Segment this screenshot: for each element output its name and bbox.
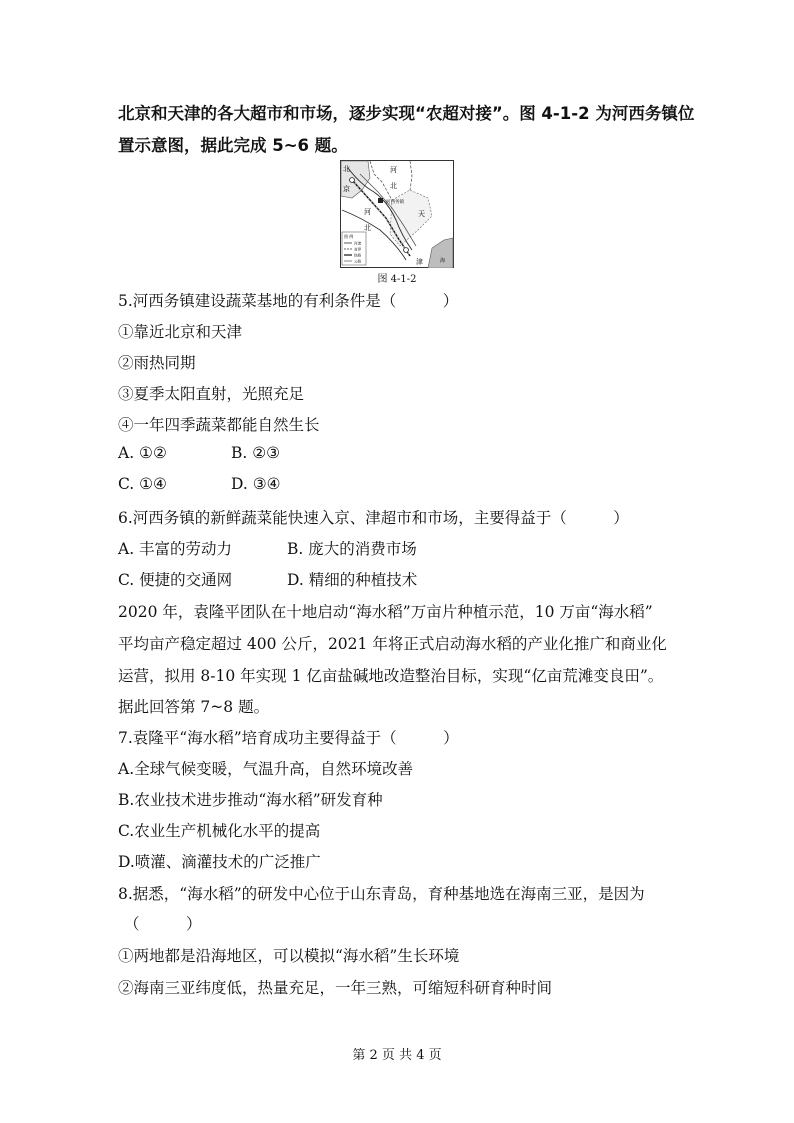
passage-line-3: 运营，拟用 8-10 年实现 1 亿亩盐碱地改造整治目标，实现“亿亩荒滩变良田”。 [118,667,664,685]
legend-title: 图 例 [344,234,354,239]
q5-item-3: ③夏季太阳直射，光照充足 [118,385,305,403]
location-map-figure [340,160,454,268]
q5-stem: 5.河西务镇建设蔬菜基地的有利条件是（ ） [118,292,459,310]
q5-options-row-2 [0,475,794,497]
q6-option-c[interactable]: C. 便捷的交通网 [118,571,233,589]
legend-boundary: 省界 [354,247,362,252]
q5-item-4: ④一年四季蔬菜都能自然生长 [118,416,320,434]
q6-options-row-1 [0,537,794,559]
q5-option-b[interactable]: B. ②③ [231,444,281,462]
legend-railway: 铁路 [354,253,362,258]
q6-stem: 6.河西务镇的新鲜蔬菜能快速入京、津超市和市场，主要得益于（ ） [118,509,629,527]
label-town: 河西务镇 [386,200,404,205]
passage-line-2: 平均亩产稳定超过 400 公斤，2021 年将正式启动海水稻的产业化推广和商业化 [118,635,667,653]
q7-option-b[interactable]: B.农业技术进步推动“海水稻”研发育种 [118,791,383,809]
q5-option-d[interactable]: D. ③④ [231,475,281,493]
label-jing: 京 [343,185,350,193]
legend-highway: 公路 [354,259,362,264]
q7-option-c[interactable]: C.农业生产机械化水平的提高 [118,822,321,840]
q8-item-1: ①两地都是沿海地区，可以模拟“海水稻”生长环境 [118,947,460,965]
q6-option-b[interactable]: B. 庞大的消费市场 [287,540,417,558]
passage-line-4: 据此回答第 7~8 题。 [118,698,270,716]
tianjin-marker [404,248,409,253]
label-jin: 津 [416,258,423,266]
beijing-marker [350,178,355,183]
map-legend [342,232,366,265]
q6-option-a[interactable]: A. 丰富的劳动力 [118,540,233,558]
q6-options-row-2 [0,568,794,590]
q5-item-2: ②雨热同期 [118,354,196,372]
q8-stem-line-1: 8.据悉，“海水稻”的研发中心位于山东青岛，育种基地选在海南三亚，是因为 [118,885,645,903]
intro-line-2: 置示意图，据此完成 5~6 题。 [118,136,348,155]
q7-option-d[interactable]: D.喷灌、滴灌技术的广泛推广 [118,853,321,871]
label-tian: 天 [418,210,425,218]
q5-option-c[interactable]: C. ①④ [118,475,167,493]
figure-caption: 图 4-1-2 [377,274,417,285]
passage-line-1: 2020 年，袁隆平团队在十地启动“海水稻”万亩片种植示范，10 万亩“海水稻” [118,603,653,621]
q5-option-a[interactable]: A. ①② [118,444,167,462]
q6-option-d[interactable]: D. 精细的种植技术 [287,571,418,589]
label-bei-2: 北 [364,224,371,232]
label-bei: 北 [343,165,350,173]
intro-line-1: 北京和天津的各大超市和市场，逐步实现“农超对接”。图 4-1-2 为河西务镇位 [118,104,695,123]
q8-stem-line-2: （ ） [124,915,202,933]
page-footer: 第 2 页 共 4 页 [352,1048,442,1063]
town-marker [378,198,383,203]
label-sea: 海 [440,258,446,264]
label-he-2: 河 [364,208,371,216]
q5-item-1: ①靠近北京和天津 [118,323,243,341]
q8-item-2: ②海南三亚纬度低，热量充足，一年三熟，可缩短科研育种时间 [118,979,553,997]
legend-river: 河流 [354,241,362,246]
label-he-1: 河 [390,166,397,174]
label-bei-1: 北 [390,182,397,190]
q7-option-a[interactable]: A.全球气候变暖，气温升高，自然环境改善 [118,760,414,778]
q7-stem: 7.袁隆平“海水稻”培育成功主要得益于（ ） [118,729,459,747]
q5-options-row-1 [0,444,794,466]
